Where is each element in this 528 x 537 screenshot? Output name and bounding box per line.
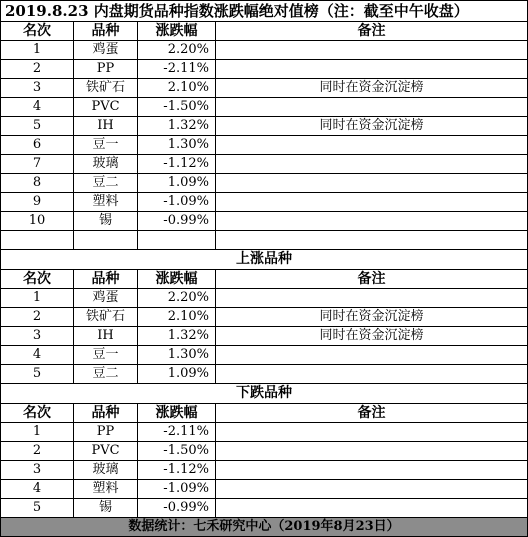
note-cell	[216, 193, 528, 212]
change-cell: -0.99%	[138, 212, 216, 231]
table-row	[1, 60, 528, 79]
rank-cell: 5	[1, 365, 74, 384]
header-row-top10	[1, 22, 528, 41]
header-rank: 名次	[1, 22, 74, 41]
product-cell: 豆一	[74, 346, 138, 365]
product-cell: 豆二	[74, 365, 138, 384]
rising-section-title: 上涨品种	[1, 250, 528, 270]
footer-source: 数据统计：七禾研究中心（2019年8月23日）	[1, 518, 528, 537]
product-cell: PP	[74, 60, 138, 79]
note-cell	[216, 365, 528, 384]
note-cell	[216, 98, 528, 117]
note-cell: 同时在资金沉淀榜	[216, 79, 528, 98]
change-cell: 1.30%	[138, 346, 216, 365]
product-cell: 鸡蛋	[74, 289, 138, 308]
table-row	[1, 155, 528, 174]
rank-cell: 2	[1, 308, 74, 327]
header-note: 备注	[216, 270, 528, 289]
header-rank: 名次	[1, 270, 74, 289]
header-product: 品种	[74, 404, 138, 423]
table-row	[1, 499, 528, 518]
header-change: 涨跌幅	[138, 270, 216, 289]
change-cell: 1.09%	[138, 365, 216, 384]
table-row	[1, 442, 528, 461]
rank-cell: 8	[1, 174, 74, 193]
table-row	[1, 136, 528, 155]
product-cell: 锡	[74, 212, 138, 231]
note-cell	[216, 442, 528, 461]
rank-cell: 1	[1, 41, 74, 60]
note-cell	[216, 480, 528, 499]
blank-cell	[74, 231, 138, 250]
rank-cell: 2	[1, 60, 74, 79]
table-row	[1, 174, 528, 193]
rank-cell: 3	[1, 327, 74, 346]
table-row	[1, 461, 528, 480]
change-cell: -0.99%	[138, 499, 216, 518]
product-cell: 塑料	[74, 193, 138, 212]
header-change: 涨跌幅	[138, 22, 216, 41]
blank-cell	[1, 231, 74, 250]
change-cell: -2.11%	[138, 60, 216, 79]
table-row	[1, 79, 528, 98]
rank-cell: 3	[1, 79, 74, 98]
rank-cell: 2	[1, 442, 74, 461]
blank-cell	[216, 231, 528, 250]
product-cell: IH	[74, 327, 138, 346]
change-cell: 2.20%	[138, 41, 216, 60]
table-row	[1, 41, 528, 60]
product-cell: PVC	[74, 442, 138, 461]
note-cell	[216, 212, 528, 231]
change-cell: -2.11%	[138, 423, 216, 442]
footer-row	[1, 518, 528, 537]
note-cell: 同时在资金沉淀榜	[216, 327, 528, 346]
header-note: 备注	[216, 22, 528, 41]
product-cell: IH	[74, 117, 138, 136]
product-cell: 玻璃	[74, 155, 138, 174]
rank-cell: 5	[1, 117, 74, 136]
note-cell: 同时在资金沉淀榜	[216, 308, 528, 327]
change-cell: 2.20%	[138, 289, 216, 308]
table-row	[1, 308, 528, 327]
table-row	[1, 346, 528, 365]
product-cell: PP	[74, 423, 138, 442]
change-cell: -1.09%	[138, 480, 216, 499]
table-row	[1, 480, 528, 499]
sheet-title: 2019.8.23 内盘期货品种指数涨跌幅绝对值榜（注：截至中午收盘）	[1, 1, 528, 22]
change-cell: 1.32%	[138, 327, 216, 346]
rank-cell: 7	[1, 155, 74, 174]
table-row	[1, 212, 528, 231]
rank-cell: 4	[1, 480, 74, 499]
product-cell: 铁矿石	[74, 79, 138, 98]
note-cell	[216, 461, 528, 480]
rank-cell: 10	[1, 212, 74, 231]
header-row-falling	[1, 404, 528, 423]
blank-row	[1, 231, 528, 250]
falling-section-title-row	[1, 384, 528, 404]
note-cell	[216, 155, 528, 174]
change-cell: -1.50%	[138, 98, 216, 117]
product-cell: 塑料	[74, 480, 138, 499]
product-cell: 鸡蛋	[74, 41, 138, 60]
rising-section-title-row	[1, 250, 528, 270]
rank-cell: 9	[1, 193, 74, 212]
note-cell	[216, 41, 528, 60]
falling-section-title: 下跌品种	[1, 384, 528, 404]
product-cell: 玻璃	[74, 461, 138, 480]
note-cell: 同时在资金沉淀榜	[216, 117, 528, 136]
table-row	[1, 289, 528, 308]
product-cell: 豆二	[74, 174, 138, 193]
rank-cell: 4	[1, 346, 74, 365]
rank-cell: 1	[1, 423, 74, 442]
rank-cell: 1	[1, 289, 74, 308]
header-row-rising	[1, 270, 528, 289]
table-row	[1, 98, 528, 117]
table-row	[1, 365, 528, 384]
product-cell: 锡	[74, 499, 138, 518]
note-cell	[216, 60, 528, 79]
header-rank: 名次	[1, 404, 74, 423]
rank-cell: 3	[1, 461, 74, 480]
rank-cell: 5	[1, 499, 74, 518]
note-cell	[216, 499, 528, 518]
table-row	[1, 117, 528, 136]
change-cell: -1.12%	[138, 155, 216, 174]
change-cell: -1.50%	[138, 442, 216, 461]
table-row	[1, 193, 528, 212]
table-row	[1, 327, 528, 346]
product-cell: PVC	[74, 98, 138, 117]
blank-cell	[138, 231, 216, 250]
note-cell	[216, 136, 528, 155]
change-cell: -1.12%	[138, 461, 216, 480]
change-cell: 2.10%	[138, 308, 216, 327]
header-product: 品种	[74, 22, 138, 41]
product-cell: 豆一	[74, 136, 138, 155]
note-cell	[216, 423, 528, 442]
change-cell: 1.32%	[138, 117, 216, 136]
header-product: 品种	[74, 270, 138, 289]
title-row	[1, 1, 528, 22]
header-change: 涨跌幅	[138, 404, 216, 423]
note-cell	[216, 346, 528, 365]
change-cell: 1.30%	[138, 136, 216, 155]
note-cell	[216, 289, 528, 308]
rank-cell: 6	[1, 136, 74, 155]
header-note: 备注	[216, 404, 528, 423]
change-cell: 2.10%	[138, 79, 216, 98]
table-row	[1, 423, 528, 442]
rank-cell: 4	[1, 98, 74, 117]
product-cell: 铁矿石	[74, 308, 138, 327]
change-cell: -1.09%	[138, 193, 216, 212]
note-cell	[216, 174, 528, 193]
change-cell: 1.09%	[138, 174, 216, 193]
